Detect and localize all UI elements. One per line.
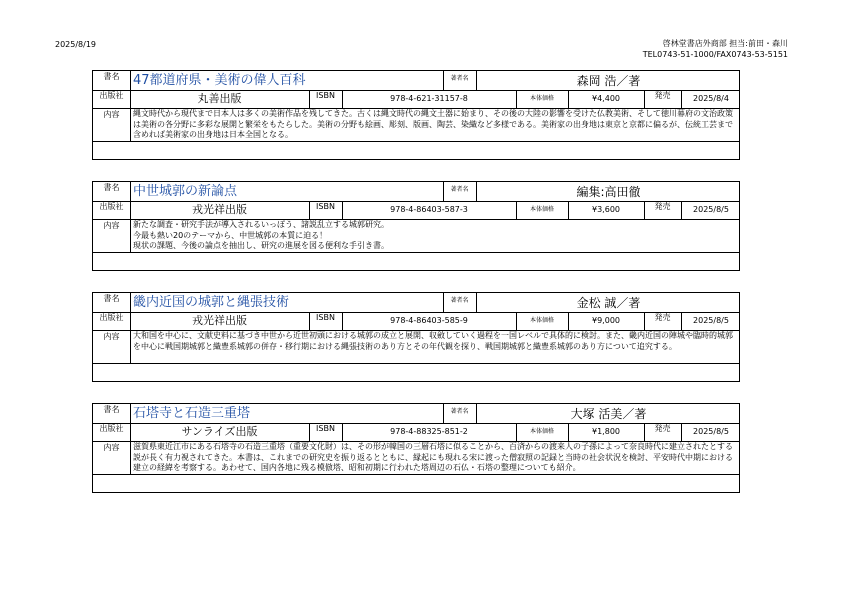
book-publisher: 戎光祥出版 [192,203,247,216]
isbn-label: ISBN [316,424,335,433]
book-title: 畿内近国の城郭と縄張技術 [133,295,290,310]
content-label: 内容 [103,110,120,119]
author-label: 著者名 [450,75,469,82]
book-publisher: 戎光祥出版 [192,314,247,327]
book-price: ¥9,000 [592,316,620,325]
title-label: 書名 [103,294,120,303]
book-record [92,70,740,160]
sender-contact-name: 啓林堂書店外商部 担当:前田・森川 [662,39,788,48]
book-description: 新たな調査・研究手法が導入されるいっぽう、諸説乱立する城郭研究。 今最も熱い20のテーマから、中世城郭の本質に迫る！ 現状の課題、今後の論点を抽出し、研究の進展を図る便利な手引き書。 [133,220,389,250]
author-label: 著者名 [450,186,469,193]
book-record [92,181,740,271]
content-label: 内容 [103,221,120,230]
book-publisher: 丸善出版 [197,92,242,105]
release-label: 発売 [654,202,671,211]
book-author: 大塚 活美／著 [570,407,647,421]
book-record [92,292,740,382]
price-label: 本体価格 [529,317,554,324]
content-label: 内容 [103,443,120,452]
sender-phone-fax: TEL0743-51-1000/FAX0743-53-5151 [642,50,788,59]
book-description: 大和国を中心に、文献史料に基づき中世から近世初頭における城郭の成立と展開、収斂していく過程を一国レベルで具体的に検討。また、畿内近国の陣城や臨時的城郭を中心に戦国期城郭と織豊系城郭の併存・移行期における縄張技術のあり方とその年代観を探り、戦国期城郭と織豊系城郭のあり方について追究する。 [133,331,733,351]
book-price: ¥1,800 [592,427,620,436]
book-author: 編集:高田徹 [576,185,641,199]
book-isbn: 978-4-86403-585-9 [390,316,468,325]
isbn-label: ISBN [316,202,335,211]
publisher-label: 出版社 [99,424,124,433]
isbn-label: ISBN [316,91,335,100]
title-label: 書名 [103,72,120,81]
release-label: 発売 [654,313,671,322]
content-label: 内容 [103,332,120,341]
sender-info [643,38,788,60]
book-price: ¥3,600 [592,205,620,214]
print-date: 2025/8/19 [55,40,97,49]
book-release-date: 2025/8/4 [693,94,729,103]
book-release-date: 2025/8/5 [693,316,729,325]
price-label: 本体価格 [529,95,554,102]
book-release-date: 2025/8/5 [693,427,729,436]
release-label: 発売 [654,91,671,100]
book-release-date: 2025/8/5 [693,205,729,214]
publisher-label: 出版社 [99,313,124,322]
price-label: 本体価格 [529,206,554,213]
title-label: 書名 [103,405,120,414]
book-description: 縄文時代から現代まで日本人は多くの美術作品を残してきた。古くは縄文時代の縄文土器に始まり、その後の大陸の影響を受けた仏教美術、そして徳川幕府の文治政策は美術の各分野に多彩な展開と繁栄をもたらした。美術の分野も絵画、彫刻、版画、陶芸、染織など多様である。美術家の出身地は東京と京都に偏るが、伝統工芸まで含めれば美術家の出身地は日本全国となる。 [133,109,733,139]
book-isbn: 978-4-88325-851-2 [390,427,468,436]
publisher-label: 出版社 [99,202,124,211]
book-title: 中世城郭の新論点 [133,184,238,199]
book-record [92,403,740,493]
isbn-label: ISBN [316,313,335,322]
title-label: 書名 [103,183,120,192]
book-title: 石塔寺と石造三重塔 [133,406,251,421]
book-isbn: 978-4-621-31157-8 [390,94,468,103]
book-title: 47都道府県・美術の偉人百科 [133,73,306,88]
book-isbn: 978-4-86403-587-3 [390,205,468,214]
price-label: 本体価格 [529,428,554,435]
book-price: ¥4,400 [592,94,620,103]
author-label: 著者名 [450,297,469,304]
book-author: 金松 誠／著 [576,296,641,310]
publisher-label: 出版社 [99,91,124,100]
book-publisher: サンライズ出版 [181,425,258,438]
book-author: 森岡 浩／著 [576,74,641,88]
book-description: 滋賀県東近江市にある石塔寺の石造三重塔（重要文化財）は、その形が韓国の三層石塔に似ることから、百済からの渡来人の子孫によって奈良時代に建立されたとする説が長く有力視されてきた。本書は、これまでの研究史を振り返るとともに、縁起にも現れる宋に渡った僧寂照の記録と当時の社会状況を検討、平安時代中期における建立の経緯を考察する。あわせて、国内各地に残る模倣塔、昭和初期に行われた塔周辺の石仏・石塔の整理についても紹介。 [133,442,733,472]
author-label: 著者名 [450,408,469,415]
release-label: 発売 [654,424,671,433]
